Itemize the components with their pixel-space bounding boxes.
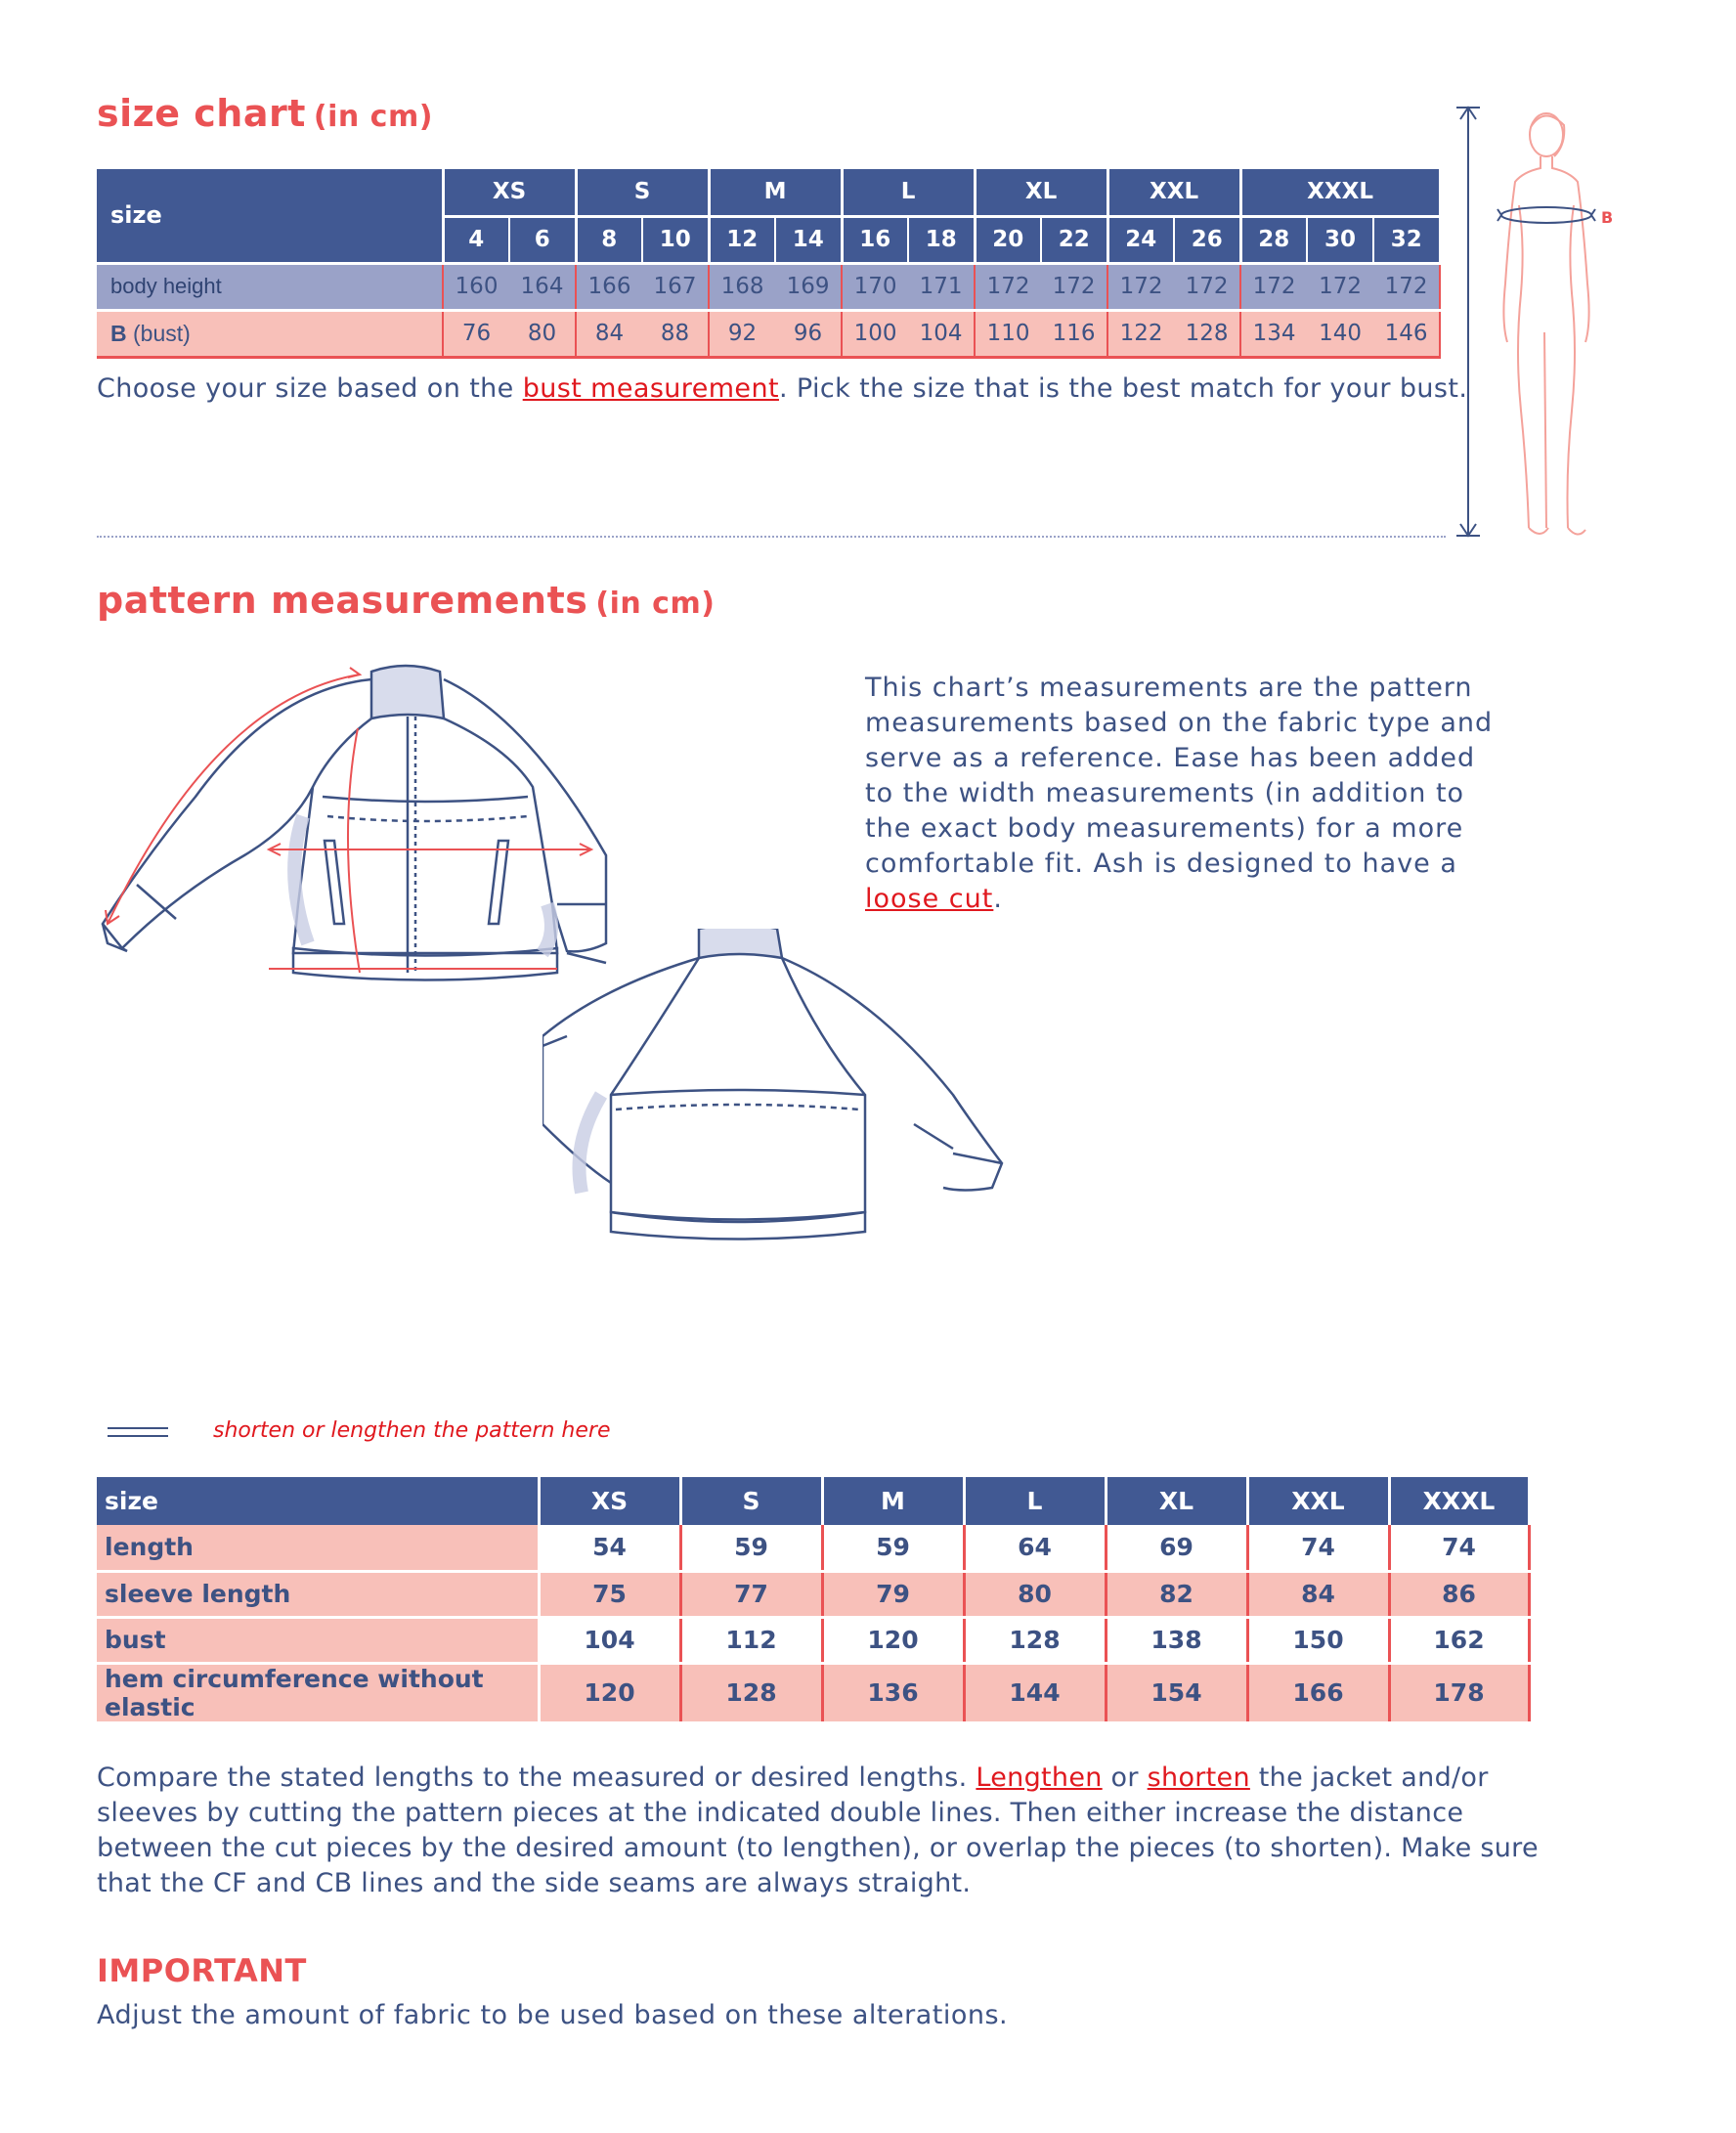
bust-cell: 92 <box>709 310 775 357</box>
measure-cell: 69 <box>1106 1525 1247 1571</box>
bust-measurement-link[interactable]: bust measurement <box>522 373 779 404</box>
measure-cell: 77 <box>680 1571 822 1617</box>
jacket-back-illustration <box>542 929 1061 1246</box>
measure-cell: 74 <box>1389 1525 1529 1571</box>
measure-row-hem <box>97 1663 1529 1722</box>
bust-cell: 134 <box>1240 310 1307 357</box>
size-chart-table <box>97 169 1442 359</box>
bust-cell: 146 <box>1373 310 1440 357</box>
measure-row-label: sleeve length <box>97 1571 539 1617</box>
body-height-cell: 172 <box>1174 263 1240 310</box>
size-number: 32 <box>1373 216 1440 263</box>
measure-cell: 128 <box>964 1617 1106 1663</box>
size-number: 20 <box>975 216 1041 263</box>
section-divider <box>97 536 1446 538</box>
bust-figure-label: B <box>1601 208 1614 227</box>
bust-cell: 128 <box>1174 310 1240 357</box>
measure-cell: 86 <box>1389 1571 1529 1617</box>
size-number: 22 <box>1041 216 1107 263</box>
body-height-cell: 172 <box>1373 263 1440 310</box>
size-number: 30 <box>1307 216 1373 263</box>
bust-cell: 96 <box>775 310 842 357</box>
size-chart-note: Choose your size based on the bust measurement. Pick the size that is the best match for your bust. <box>97 373 1468 404</box>
body-height-cell: 170 <box>842 263 908 310</box>
size-group-xs: XS <box>443 169 576 216</box>
measure-cell: 144 <box>964 1663 1106 1722</box>
size-header-label: size <box>97 169 443 263</box>
measure-cell: 59 <box>680 1525 822 1571</box>
woman-silhouette <box>1503 113 1588 535</box>
measure-row-label: length <box>97 1525 539 1571</box>
measure-row-bust <box>97 1617 1529 1663</box>
legend-text: shorten or lengthen the pattern here <box>213 1418 611 1443</box>
size-number: 10 <box>642 216 709 263</box>
body-height-cell: 169 <box>775 263 842 310</box>
shorten-link[interactable]: shorten <box>1147 1763 1250 1793</box>
body-height-cell: 172 <box>1107 263 1174 310</box>
measure-cell: 104 <box>539 1617 680 1663</box>
loose-cut-link[interactable]: loose cut <box>865 884 994 914</box>
measure-cell: 74 <box>1247 1525 1389 1571</box>
measure-cell: 120 <box>539 1663 680 1722</box>
body-height-cell: 172 <box>975 263 1041 310</box>
lengthen-link[interactable]: Lengthen <box>976 1763 1103 1793</box>
bust-cell: 140 <box>1307 310 1373 357</box>
measure-cell: 84 <box>1247 1571 1389 1617</box>
bust-row <box>97 310 1440 357</box>
measure-cell: 59 <box>822 1525 964 1571</box>
measure-cell: 75 <box>539 1571 680 1617</box>
size-number: 14 <box>775 216 842 263</box>
measure-row-sleeve-length <box>97 1571 1529 1617</box>
size-group-s: S <box>576 169 709 216</box>
size-group-xxl: XXL <box>1107 169 1240 216</box>
measure-cell: 150 <box>1247 1617 1389 1663</box>
pattern-measurement-table <box>97 1477 1531 1724</box>
body-height-cell: 160 <box>443 263 509 310</box>
size-group-xl: XL <box>975 169 1107 216</box>
measurement-arrows <box>106 668 591 973</box>
body-height-label: body height <box>97 263 443 310</box>
size-number: 8 <box>576 216 642 263</box>
measure-size-header: XS <box>539 1477 680 1525</box>
measure-row-label: hem circumference without elastic <box>97 1663 539 1722</box>
measure-cell: 154 <box>1106 1663 1247 1722</box>
body-height-row <box>97 263 1440 310</box>
bust-cell: 88 <box>642 310 709 357</box>
measure-size-header: S <box>680 1477 822 1525</box>
measure-row-length <box>97 1525 1529 1571</box>
size-number: 28 <box>1240 216 1307 263</box>
measure-cell: 64 <box>964 1525 1106 1571</box>
bust-cell: 122 <box>1107 310 1174 357</box>
size-group-m: M <box>709 169 842 216</box>
size-group-xxxl: XXXL <box>1240 169 1440 216</box>
measure-cell: 162 <box>1389 1617 1529 1663</box>
body-height-cell: 164 <box>509 263 576 310</box>
important-title: IMPORTANT <box>97 1952 307 1989</box>
measure-cell: 82 <box>1106 1571 1247 1617</box>
measure-cell: 120 <box>822 1617 964 1663</box>
measure-size-header: XXL <box>1247 1477 1389 1525</box>
body-height-cell: 171 <box>908 263 975 310</box>
measure-cell: 166 <box>1247 1663 1389 1722</box>
measure-size-header: M <box>822 1477 964 1525</box>
body-height-cell: 166 <box>576 263 642 310</box>
size-number: 18 <box>908 216 975 263</box>
bust-cell: 84 <box>576 310 642 357</box>
bust-cell: 110 <box>975 310 1041 357</box>
measure-cell: 128 <box>680 1663 822 1722</box>
measure-cell: 79 <box>822 1571 964 1617</box>
body-height-cell: 172 <box>1041 263 1107 310</box>
body-figure-illustration <box>1447 98 1671 547</box>
measure-cell: 136 <box>822 1663 964 1722</box>
pattern-description: This chart’s measurements are the pattern measurements based on the fabric type and serve as a reference. Ease has been added to the width measurements (in addition to the exact body measurements) for a more comfortable fit. Ash is designed to have a loose cut. <box>865 673 1494 914</box>
double-line-icon <box>106 1422 170 1442</box>
bust-cell: 100 <box>842 310 908 357</box>
measure-cell: 54 <box>539 1525 680 1571</box>
bust-cell: 76 <box>443 310 509 357</box>
alteration-instructions: Compare the stated lengths to the measured or desired lengths. Lengthen or shorten the jacket and/or sleeves by cutting the pattern pieces at the indicated double lines. Then either increase the distance between the cut pieces by the desired amount (to lengthen), or overlap the pieces (to shorten). Make sure that the CF and CB lines and the side seams are always straight. <box>97 1763 1539 1898</box>
body-height-cell: 172 <box>1307 263 1373 310</box>
measure-cell: 178 <box>1389 1663 1529 1722</box>
body-height-cell: 168 <box>709 263 775 310</box>
body-height-cell: 167 <box>642 263 709 310</box>
measure-row-label: bust <box>97 1617 539 1663</box>
size-number: 26 <box>1174 216 1240 263</box>
measure-size-header: L <box>964 1477 1106 1525</box>
measure-size-label: size <box>97 1477 539 1525</box>
bust-measure-arrow <box>1497 207 1595 223</box>
size-number: 16 <box>842 216 908 263</box>
size-chart-title: size chart (in cm) <box>97 92 433 135</box>
measure-size-header: XL <box>1106 1477 1247 1525</box>
measure-cell: 112 <box>680 1617 822 1663</box>
size-number: 24 <box>1107 216 1174 263</box>
measure-cell: 80 <box>964 1571 1106 1617</box>
pattern-measurements-title: pattern measurements (in cm) <box>97 579 716 622</box>
measure-cell: 138 <box>1106 1617 1247 1663</box>
size-group-l: L <box>842 169 975 216</box>
bust-cell: 104 <box>908 310 975 357</box>
bust-label: B (bust) <box>97 310 443 357</box>
important-text: Adjust the amount of fabric to be used based on these alterations. <box>97 2000 1009 2030</box>
body-height-cell: 172 <box>1240 263 1307 310</box>
size-number: 12 <box>709 216 775 263</box>
bust-cell: 80 <box>509 310 576 357</box>
size-number: 4 <box>443 216 509 263</box>
size-number: 6 <box>509 216 576 263</box>
bust-cell: 116 <box>1041 310 1107 357</box>
measure-size-header: XXXL <box>1389 1477 1529 1525</box>
